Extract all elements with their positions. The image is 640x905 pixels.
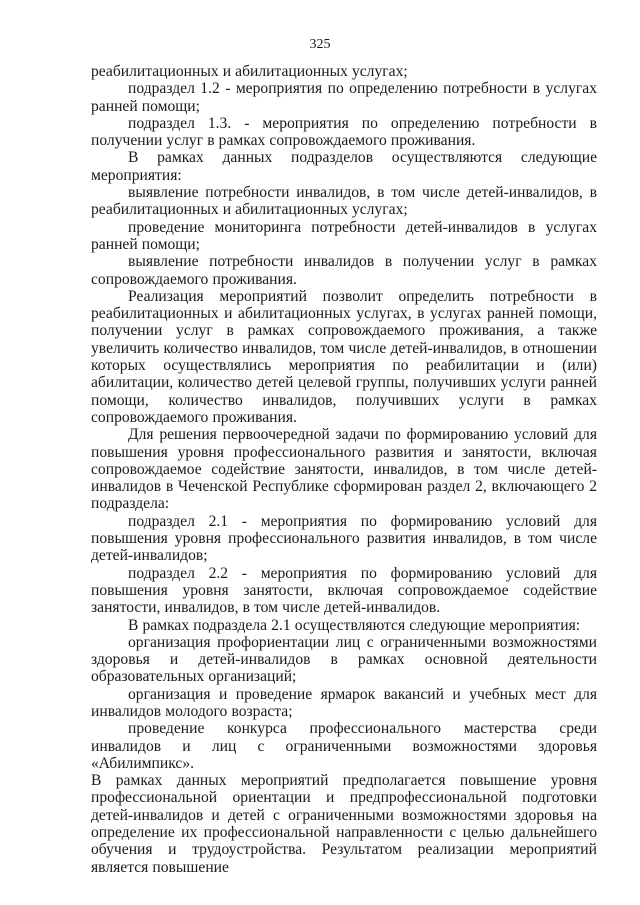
paragraph: подраздел 2.1 - мероприятия по формированию условий для повышения уровня профессионального развития инвалидов, в том числе детей-инвалидов; (91, 512, 597, 565)
document-body (91, 63, 597, 876)
paragraph: подраздел 1.2 - мероприятия по определению потребности в услугах ранней помощи; (91, 80, 597, 115)
paragraph: проведение мониторинга потребности детей-инвалидов в услугах ранней помощи; (91, 218, 597, 253)
paragraph: выявление потребности инвалидов в получении услуг в рамках сопровождаемого проживания. (91, 253, 597, 288)
paragraph: выявление потребности инвалидов, в том числе детей-инвалидов, в реабилитационных и абилитационных услугах; (91, 184, 597, 219)
paragraph: подраздел 1.3. - мероприятия по определению потребности в получении услуг в рамках сопровождаемого проживания. (91, 114, 597, 150)
paragraph: организация и проведение ярмарок вакансий и учебных мест для инвалидов молодого возраста; (91, 685, 597, 720)
paragraph: В рамках подраздела 2.1 осуществляются следующие мероприятия: (128, 616, 581, 634)
paragraph: Реализация мероприятий позволит определить потребности в реабилитационных и абилитационных услугах, в услугах ранней помощи, получении услуг в рамках сопровождаемого проживания, а также увеличить количество инвалидов, том числе детей-инвалидов, в отношении которых осуществлялись мероприятия по реабилитации и (или) абилитации, количество детей целевой группы, получивших услуги ранней помощи, количество инвалидов, получивших услуги в рамках сопровождаемого проживания. (91, 287, 597, 426)
paragraph: В рамках данных мероприятий предполагается повышение уровня профессиональной ориентации и предпрофессиональной подготовки детей-инвалидов и детей с ограниченными возможностями здоровья на определение их профессиональной направленности с целью дальнейшего обучения и трудоустройства. Результатом реализации мероприятий является повышение (91, 772, 597, 876)
paragraph: организация профориентации лиц с ограниченными возможностями здоровья и детей-инвалидов в рамках основной деятельности образовательных организаций; (91, 633, 597, 686)
paragraph: реабилитационных и абилитационных услугах; (91, 63, 408, 80)
paragraph: В рамках данных подразделов осуществляются следующие мероприятия: (91, 149, 597, 184)
paragraph: проведение конкурса профессионального мастерства среди инвалидов и лиц с ограниченными возможностями здоровья «Абилимпикс». (91, 720, 597, 772)
page-number: 325 (309, 37, 331, 52)
paragraph: Для решения первоочередной задачи по формированию условий для повышения уровня профессионального развития и занятости, включая сопровождаемое содействие занятости, инвалидов, в том числе детей-инвалидов в Чеченской Республике сформирован раздел 2, включающего 2 подраздела: (91, 426, 597, 513)
paragraph: подраздел 2.2 - мероприятия по формированию условий для повышения уровня занятости, включая сопровождаемое содействие занятости, инвалидов, в том числе детей-инвалидов. (91, 564, 597, 617)
